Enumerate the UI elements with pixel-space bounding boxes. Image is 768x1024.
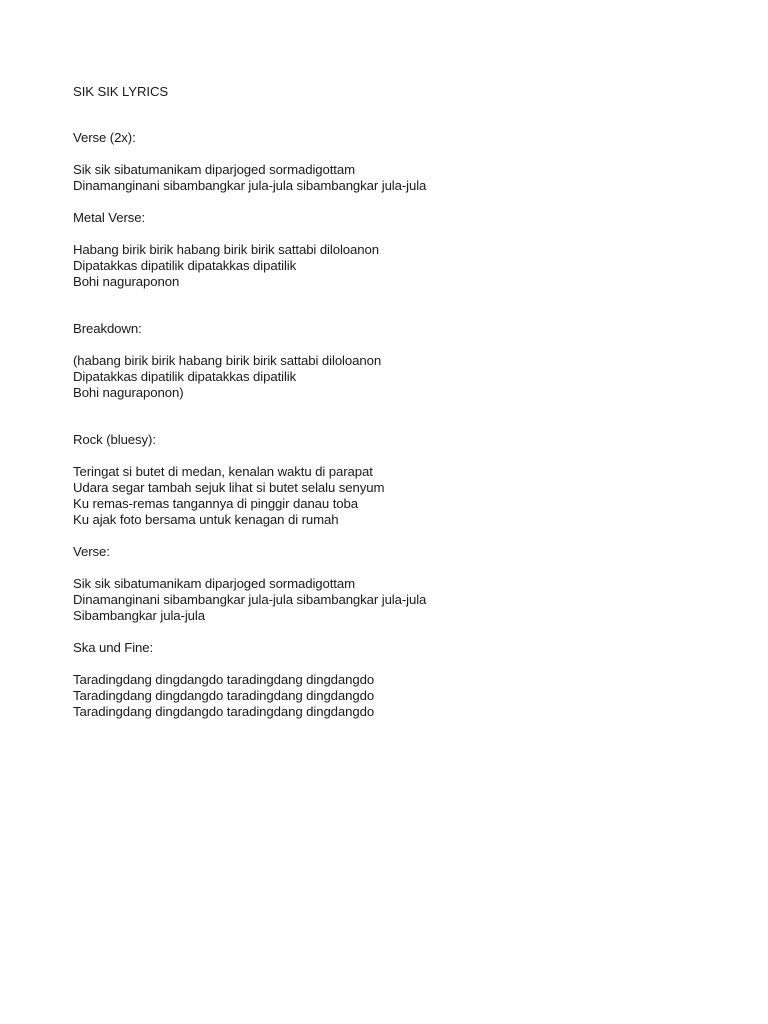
lyric-line: Taradingdang dingdangdo taradingdang dingdangdo	[73, 688, 375, 703]
section-heading: Metal Verse:	[73, 210, 146, 225]
section-verse	[73, 544, 713, 624]
lyric-line: Ku ajak foto bersama untuk kenagan di rumah	[73, 512, 339, 527]
lyric-line: Bohi naguraponon)	[73, 385, 184, 400]
lyric-line: Habang birik birik habang birik birik sattabi diloloanon	[73, 242, 379, 257]
lyric-line: Bohi naguraponon	[73, 274, 180, 289]
lyric-line: Teringat si butet di medan, kenalan waktu di parapat	[73, 464, 373, 479]
section-breakdown	[73, 321, 713, 401]
spacer	[73, 290, 713, 321]
lyrics-content	[73, 84, 713, 720]
lyric-line: Ku remas-remas tangannya di pinggir danau toba	[73, 496, 358, 511]
section-ska-und-fine	[73, 640, 713, 720]
section-metal-verse	[73, 210, 713, 290]
section-rock-bluesy	[73, 432, 713, 528]
lyric-line: Dipatakkas dipatilik dipatakkas dipatilik	[73, 258, 297, 273]
lyric-line: Sik sik sibatumanikam diparjoged sormadigottam	[73, 576, 355, 591]
lyric-line: Dipatakkas dipatilik dipatakkas dipatilik	[73, 369, 297, 384]
lyric-line: Udara segar tambah sejuk lihat si butet selalu senyum	[73, 480, 385, 495]
lyric-line: Dinamanginani sibambangkar jula-jula sibambangkar jula-jula	[73, 178, 427, 193]
section-heading: Rock (bluesy):	[73, 432, 156, 447]
spacer	[73, 401, 713, 432]
lyric-line: (habang birik birik habang birik birik sattabi diloloanon	[73, 353, 382, 368]
section-verse-2x	[73, 130, 713, 194]
lyric-line: Dinamanginani sibambangkar jula-jula sibambangkar jula-jula	[73, 592, 427, 607]
spacer	[73, 194, 713, 210]
spacer	[73, 528, 713, 544]
lyric-line: Taradingdang dingdangdo taradingdang dingdangdo	[73, 704, 375, 719]
lyric-line: Taradingdang dingdangdo taradingdang dingdangdo	[73, 672, 375, 687]
spacer	[73, 624, 713, 640]
document-title: SIK SIK LYRICS	[73, 84, 169, 99]
lyric-line: Sibambangkar jula-jula	[73, 608, 205, 623]
section-heading: Verse (2x):	[73, 130, 136, 145]
section-heading: Breakdown:	[73, 321, 142, 336]
lyric-line: Sik sik sibatumanikam diparjoged sormadigottam	[73, 162, 355, 177]
section-heading: Ska und Fine:	[73, 640, 154, 655]
section-heading: Verse:	[73, 544, 110, 559]
